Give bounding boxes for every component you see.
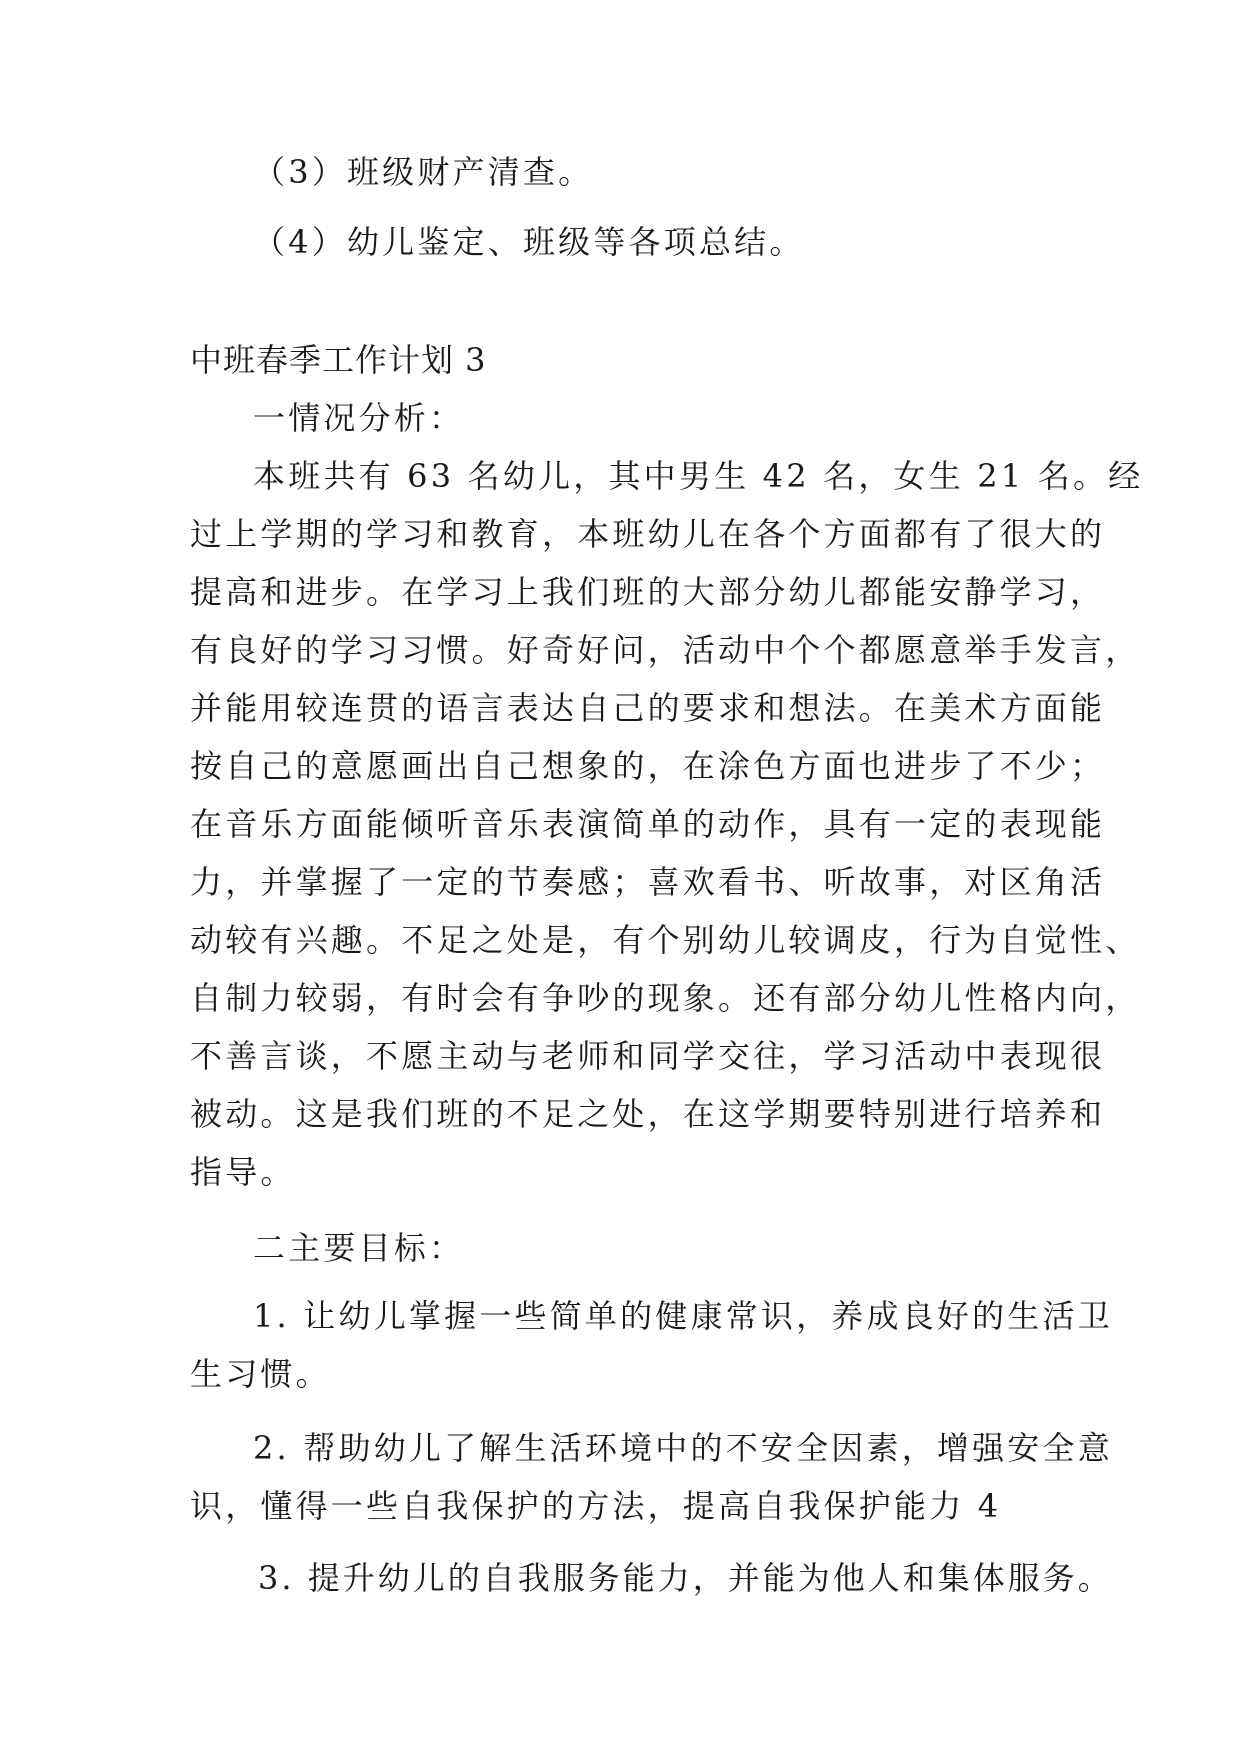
goal-item-1-continued: 生习惯。 <box>190 1355 331 1393</box>
goals-heading: 二主要目标： <box>253 1229 465 1267</box>
goal-item-2-continued: 识，懂得一些自我保护的方法，提高自我保护能力 4 <box>190 1487 1002 1525</box>
situation-line: 动较有兴趣。不足之处是，有个别幼儿较调皮，行为自觉性、 <box>190 921 1141 959</box>
situation-line: 在音乐方面能倾听音乐表演简单的动作，具有一定的表现能 <box>190 805 1106 843</box>
situation-line: 提高和进步。在学习上我们班的大部分幼儿都能安静学习， <box>190 573 1106 611</box>
situation-line: 本班共有 63 名幼儿，其中男生 42 名，女生 21 名。经 <box>253 457 1144 495</box>
situation-line: 自制力较弱，有时会有争吵的现象。还有部分幼儿性格内向， <box>190 979 1141 1017</box>
list-item-4: （4）幼儿鉴定、班级等各项总结。 <box>253 223 805 261</box>
situation-line: 力，并掌握了一定的节奏感；喜欢看书、听故事，对区角活 <box>190 863 1106 901</box>
list-item-3: （3）班级财产清查。 <box>253 153 594 191</box>
situation-line: 有良好的学习习惯。好奇好问，活动中个个都愿意举手发言， <box>190 631 1141 669</box>
situation-line: 被动。这是我们班的不足之处，在这学期要特别进行培养和 <box>190 1095 1106 1133</box>
situation-line: 指导。 <box>190 1153 296 1191</box>
situation-line: 不善言谈，不愿主动与老师和同学交往，学习活动中表现很 <box>190 1037 1106 1075</box>
goal-item-2: 2. 帮助幼儿了解生活环境中的不安全因素，增强安全意 <box>253 1429 1113 1467</box>
goal-item-1: 1. 让幼儿掌握一些简单的健康常识，养成良好的生活卫 <box>253 1297 1113 1335</box>
situation-line: 按自己的意愿画出自己想象的，在涂色方面也进步了不少； <box>190 747 1106 785</box>
situation-heading: 一情况分析： <box>253 399 465 437</box>
section-title: 中班春季工作计划 3 <box>190 341 487 379</box>
situation-line: 过上学期的学习和教育，本班幼儿在各个方面都有了很大的 <box>190 515 1106 553</box>
goal-item-3: 3. 提升幼儿的自我服务能力，并能为他人和集体服务。 <box>258 1559 1113 1597</box>
situation-line: 并能用较连贯的语言表达自己的要求和想法。在美术方面能 <box>190 689 1106 727</box>
